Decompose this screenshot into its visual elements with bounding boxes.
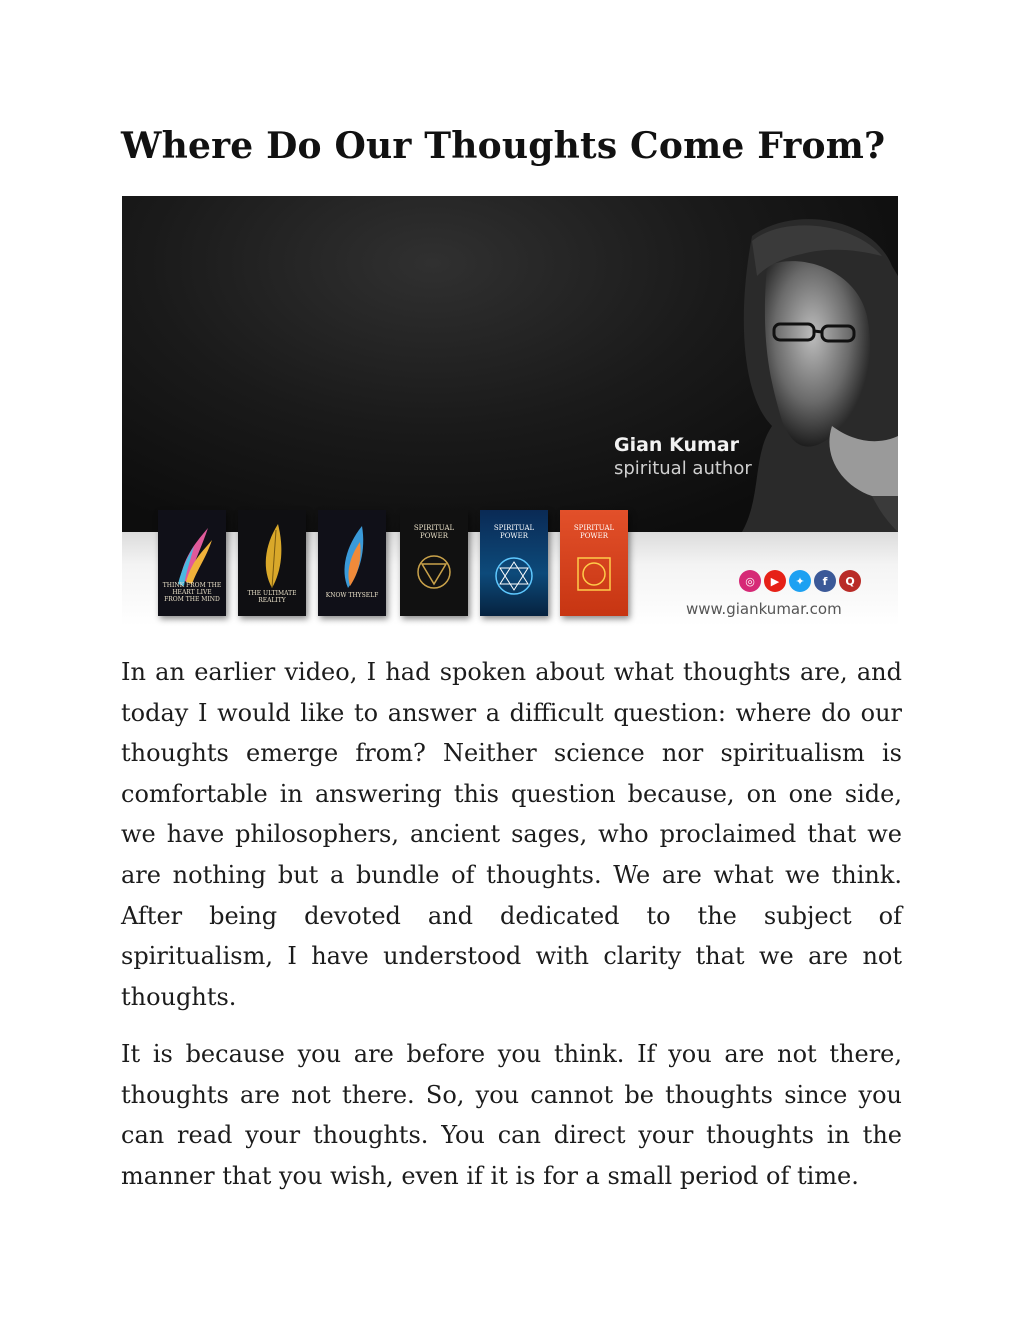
page-title: Where Do Our Thoughts Come From? [121, 125, 886, 167]
paragraph-1: In an earlier video, I had spoken about what thoughts are, and today I would like to answer a difficult question: where do our thoughts emerge from? Neither science nor spiritualism is comfortable in answering this question because, on one side, we have philosophers, ancient sages, who proclaimed that we are nothing but a bundle of thoughts. We are what we think. After being devoted and dedicated to the subject of spiritualism, I have understood with clarity that we are not thoughts. [121, 658, 902, 1011]
author-name: Gian Kumar [614, 434, 739, 456]
author-portrait [682, 196, 898, 626]
youtube-icon[interactable]: ▶ [764, 570, 786, 592]
social-icons [739, 570, 861, 592]
book-cover-think-from-the-heart [158, 510, 226, 616]
author-banner-image [122, 196, 898, 626]
book-cover-spiritual-power-blue [480, 510, 548, 616]
quora-icon[interactable]: Q [839, 570, 861, 592]
book-title: SPIRITUAL POWER [413, 524, 455, 540]
instagram-icon[interactable]: ◎ [739, 570, 761, 592]
book-cover-spiritual-power-red [560, 510, 628, 616]
book-title: THE ULTIMATE REALITY [247, 590, 297, 604]
book-title: THINK FROM THE HEART LIVE FROM THE MIND [162, 582, 222, 603]
book-cover-spiritual-power-black [400, 510, 468, 616]
book-title: SPIRITUAL POWER [573, 524, 615, 540]
author-role: spiritual author [614, 458, 752, 479]
book-title: KNOW THYSELF [325, 592, 379, 599]
website-url: www.giankumar.com [686, 600, 842, 618]
paragraph-2: It is because you are before you think. If you are not there, thoughts are not there. So, you cannot be thoughts since you can read your thoughts. You can direct your thoughts in the manner that you wish, even if it is for a small period of time. [121, 1040, 902, 1190]
twitter-icon[interactable]: ✦ [789, 570, 811, 592]
book-cover-know-thyself [318, 510, 386, 616]
facebook-icon[interactable]: f [814, 570, 836, 592]
book-title: SPIRITUAL POWER [493, 524, 535, 540]
book-cover-the-ultimate-reality [238, 510, 306, 616]
